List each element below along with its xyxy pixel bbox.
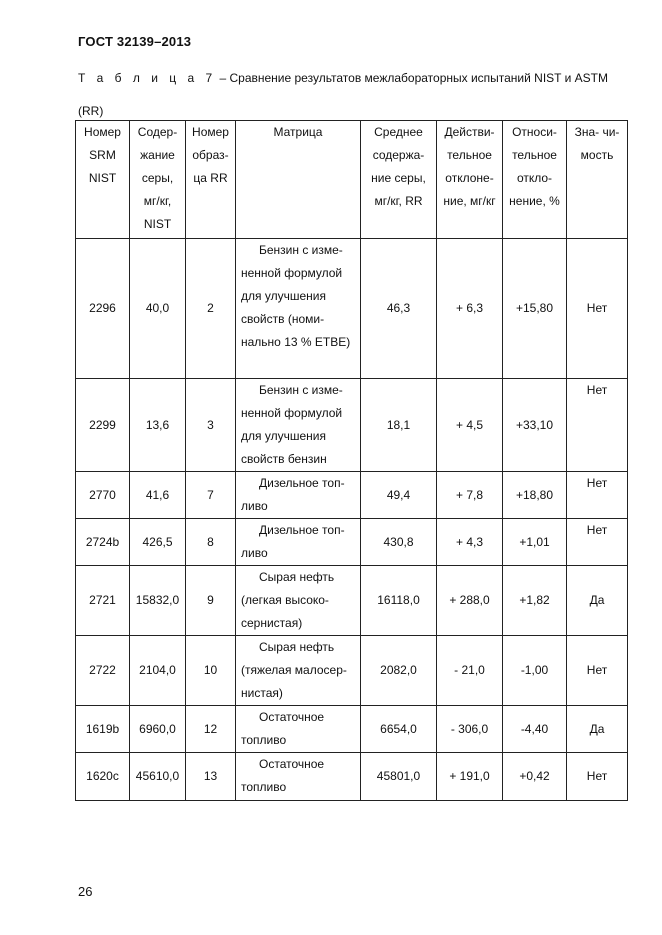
column-header: Среднее содержа- ние серы, мг/кг, RR [361,121,437,239]
matrix-rest: топливо [241,733,287,747]
cell-sample: 13 [186,753,236,801]
matrix-rest: (легкая высоко- сернистая) [241,593,329,630]
cell-nist: 15832,0 [130,566,186,636]
cell-rel: +18,80 [503,472,567,519]
cell-rel: +15,80 [503,239,567,379]
matrix-rest: топливо [241,780,287,794]
cell-rel: -4,40 [503,706,567,753]
table-row [76,519,628,566]
cell-nist: 426,5 [130,519,186,566]
matrix-first-line: Дизельное топ- [259,476,345,490]
matrix-first-line: Остаточное [259,757,325,771]
cell-rel: +0,42 [503,753,567,801]
column-header: Содер- жание серы, мг/кг, NIST [130,121,186,239]
cell-rr: 2082,0 [361,636,437,706]
cell-sig: Да [567,706,628,753]
cell-abs: + 191,0 [437,753,503,801]
cell-rel: -1,00 [503,636,567,706]
cell-rr: 16118,0 [361,566,437,636]
cell-rr: 49,4 [361,472,437,519]
cell-abs: - 306,0 [437,706,503,753]
cell-srm: 2724b [76,519,130,566]
cell-sample: 10 [186,636,236,706]
cell-rr: 6654,0 [361,706,437,753]
cell-matrix [236,239,361,379]
cell-sig: Нет [567,239,628,379]
table-caption-text: – Сравнение результатов межлабораторных испытаний NIST и ASTM (RR) [78,71,608,118]
page-number: 26 [78,884,93,899]
matrix-rest: ненной формулой для улучшения свойств (номи- нально 13 % ETBE) [241,266,351,349]
cell-srm: 2296 [76,239,130,379]
column-header: Номер образ- ца RR [186,121,236,239]
cell-sample: 7 [186,472,236,519]
cell-sig: Нет [567,753,628,801]
cell-matrix [236,753,361,801]
cell-nist: 6960,0 [130,706,186,753]
table-caption [78,62,628,128]
cell-srm: 2770 [76,472,130,519]
cell-rel: +1,01 [503,519,567,566]
cell-srm: 1619b [76,706,130,753]
cell-sample: 3 [186,379,236,472]
table-row [76,753,628,801]
cell-matrix [236,566,361,636]
column-header: Относи- тельное откло- нение, % [503,121,567,239]
cell-abs: + 6,3 [437,239,503,379]
cell-rr: 18,1 [361,379,437,472]
document-header: ГОСТ 32139–2013 [78,34,192,49]
comparison-table [75,120,628,801]
cell-abs: + 288,0 [437,566,503,636]
cell-sig: Нет [567,519,628,566]
cell-srm: 2722 [76,636,130,706]
table-row [76,636,628,706]
cell-sample: 8 [186,519,236,566]
matrix-first-line: Бензин с изме- [259,383,343,397]
matrix-rest: ливо [241,499,268,513]
table-header-row [76,121,628,239]
table-row [76,239,628,379]
cell-sig: Нет [567,636,628,706]
matrix-first-line: Дизельное топ- [259,523,345,537]
matrix-rest: ливо [241,546,268,560]
table-row [76,472,628,519]
cell-rel: +1,82 [503,566,567,636]
cell-nist: 13,6 [130,379,186,472]
cell-srm: 2721 [76,566,130,636]
cell-sample: 2 [186,239,236,379]
cell-rr: 45801,0 [361,753,437,801]
cell-rr: 430,8 [361,519,437,566]
table-row [76,706,628,753]
cell-srm: 2299 [76,379,130,472]
cell-nist: 2104,0 [130,636,186,706]
cell-rr: 46,3 [361,239,437,379]
matrix-first-line: Сырая нефть [259,570,335,584]
cell-sig: Да [567,566,628,636]
cell-matrix [236,472,361,519]
cell-matrix [236,636,361,706]
matrix-first-line: Остаточное [259,710,325,724]
cell-nist: 41,6 [130,472,186,519]
matrix-first-line: Сырая нефть [259,640,335,654]
cell-matrix [236,379,361,472]
matrix-rest: ненной формулой для улучшения свойств бензин [241,406,343,466]
cell-nist: 45610,0 [130,753,186,801]
matrix-first-line: Бензин с изме- [259,243,343,257]
table-row [76,379,628,472]
cell-sample: 12 [186,706,236,753]
cell-abs: + 4,5 [437,379,503,472]
cell-abs: + 7,8 [437,472,503,519]
column-header: Номер SRM NIST [76,121,130,239]
column-header: Действи- тельное отклоне- ние, мг/кг [437,121,503,239]
cell-srm: 1620c [76,753,130,801]
matrix-rest: (тяжелая малосер- нистая) [241,663,347,700]
cell-sig: Нет [567,472,628,519]
cell-matrix [236,519,361,566]
cell-nist: 40,0 [130,239,186,379]
cell-sig: Нет [567,379,628,472]
table-row [76,566,628,636]
cell-abs: - 21,0 [437,636,503,706]
cell-sample: 9 [186,566,236,636]
table-caption-label: Т а б л и ц а 7 [78,71,217,85]
cell-matrix [236,706,361,753]
cell-abs: + 4,3 [437,519,503,566]
column-header: Матрица [236,121,361,239]
column-header: Зна- чи- мость [567,121,628,239]
cell-rel: +33,10 [503,379,567,472]
